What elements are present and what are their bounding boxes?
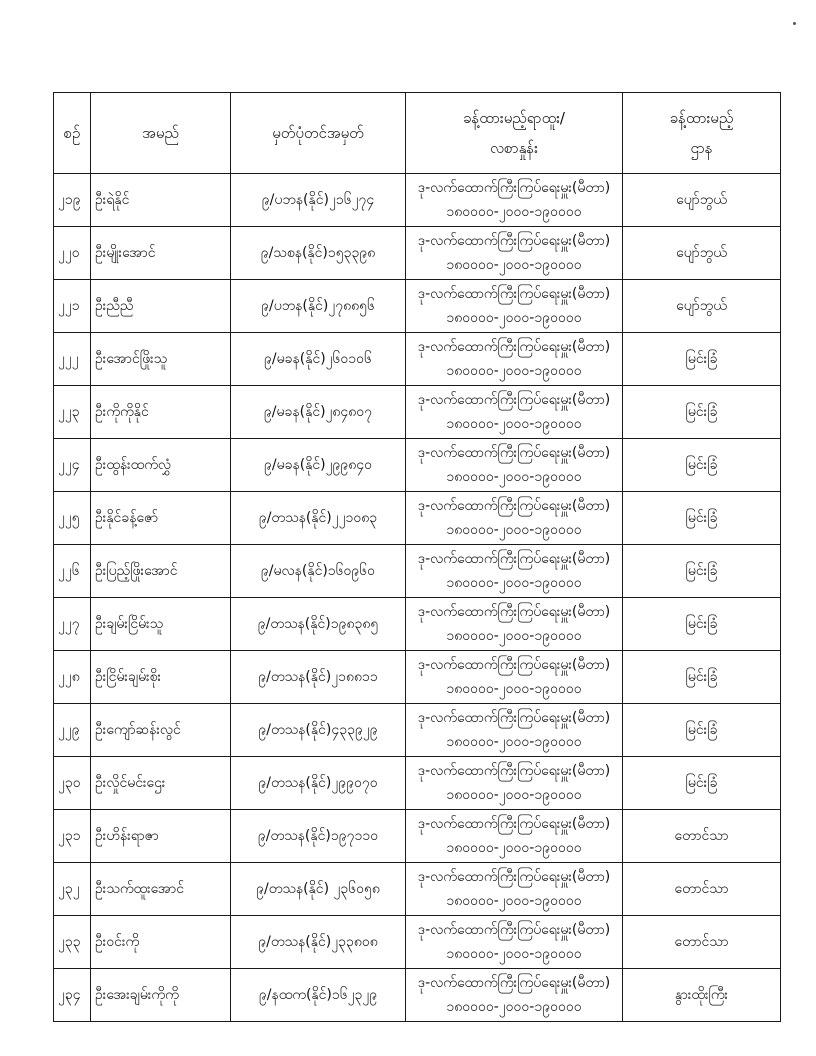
salary-scale: ၁၈၀၀၀၀-၂၀၀၀-၁၉၀၀၀၀ [446, 363, 582, 379]
department-place: နွားထိုးကြီး [623, 969, 781, 1022]
position-title: ဒု-လက်ထောက်ကြီးကြပ်ရေးမှူး(မီတာ) [417, 233, 611, 249]
row-number: ၂၂၀ [54, 227, 91, 280]
row-number: ၂၂၁ [54, 280, 91, 333]
person-name: ဦးမျိုးအောင် [91, 227, 231, 280]
department-place: မြင်းခြံ [623, 704, 781, 757]
table-row [54, 439, 781, 492]
row-number: ၂၂၃ [54, 386, 91, 439]
row-number: ၂၃၃ [54, 916, 91, 969]
department-place: တောင်သာ [623, 916, 781, 969]
nrc-number: ၉/မခန(နိုင်)၂၆၀၁၀၆ [231, 333, 406, 386]
department-place: မြင်းခြံ [623, 333, 781, 386]
person-name: ဦးအေးချမ်းကိုကို [91, 969, 231, 1022]
position-title: ဒု-လက်ထောက်ကြီးကြပ်ရေးမှူး(မီတာ) [417, 339, 611, 355]
position-cell [406, 704, 623, 757]
position-cell [406, 810, 623, 863]
header-row [54, 93, 781, 174]
person-name: ဦးထွန်းထက်လွှံ [91, 439, 231, 492]
nrc-number: ၉/တသန(နိုင်)၄၃၃၉၂၉ [231, 704, 406, 757]
table-row [54, 492, 781, 545]
appointment-table [53, 92, 781, 1022]
row-number: ၂၁၉ [54, 174, 91, 227]
header-position-line1: ခန့်ထားမည့်ရာထူး/ [463, 109, 565, 127]
salary-scale: ၁၈၀၀၀၀-၂၀၀၀-၁၉၀၀၀၀ [446, 469, 582, 485]
position-cell [406, 651, 623, 704]
position-cell [406, 598, 623, 651]
table-row [54, 545, 781, 598]
nrc-number: ၉/မခန(နိုင်)၂၉၉၈၄၀ [231, 439, 406, 492]
salary-scale: ၁၈၀၀၀၀-၂၀၀၀-၁၉၀၀၀၀ [446, 257, 582, 273]
department-place: တောင်သာ [623, 863, 781, 916]
row-number: ၂၃၄ [54, 969, 91, 1022]
person-name: ဦးလှိုင်မင်းဌေး [91, 757, 231, 810]
nrc-number: ၉/နထက(နိုင်)၁၆၂၃၂၉ [231, 969, 406, 1022]
salary-scale: ၁၈၀၀၀၀-၂၀၀၀-၁၉၀၀၀၀ [446, 522, 582, 538]
position-cell [406, 174, 623, 227]
nrc-number: ၉/ပဘန(နိုင်)၂၇၈၈၅၆ [231, 280, 406, 333]
row-number: ၂၃၁ [54, 810, 91, 863]
row-number: ၂၂၈ [54, 651, 91, 704]
position-cell [406, 386, 623, 439]
person-name: ဦးအောင်ဖြိုးသူ [91, 333, 231, 386]
salary-scale: ၁၈၀၀၀၀-၂၀၀၀-၁၉၀၀၀၀ [446, 575, 582, 591]
position-cell [406, 280, 623, 333]
position-cell [406, 492, 623, 545]
person-name: ဦးဟိန်းရာဇာ [91, 810, 231, 863]
position-cell [406, 863, 623, 916]
row-number: ၂၂၆ [54, 545, 91, 598]
department-place: ပျော်ဘွယ် [623, 227, 781, 280]
position-title: ဒု-လက်ထောက်ကြီးကြပ်ရေးမှူး(မီတာ) [417, 657, 611, 673]
row-number: ၂၂၉ [54, 704, 91, 757]
nrc-number: ၉/သစန(နိုင်)၁၅၃၃၉၈ [231, 227, 406, 280]
header-no: စဉ် [54, 93, 91, 174]
table-row [54, 333, 781, 386]
row-number: ၂၂၅ [54, 492, 91, 545]
department-place: မြင်းခြံ [623, 439, 781, 492]
person-name: ဦးညီညီ [91, 280, 231, 333]
person-name: ဦးပြည့်ဖြိုးအောင် [91, 545, 231, 598]
nrc-number: ၉/မခန(နိုင်)၂၈၄၈၀၇ [231, 386, 406, 439]
person-name: ဦးကိုကိုနိုင် [91, 386, 231, 439]
person-name: ဦးနိုင်ခန့်ဇော် [91, 492, 231, 545]
person-name: ဦးချမ်းငြိမ်းသူ [91, 598, 231, 651]
department-place: တောင်သာ [623, 810, 781, 863]
person-name: ဦးရဲနိုင် [91, 174, 231, 227]
header-place [623, 93, 781, 174]
row-number: ၂၃၀ [54, 757, 91, 810]
table-row [54, 227, 781, 280]
nrc-number: ၉/ပဘန(နိုင်)၂၁၆၂၇၄ [231, 174, 406, 227]
position-title: ဒု-လက်ထောက်ကြီးကြပ်ရေးမှူး(မီတာ) [417, 869, 611, 885]
salary-scale: ၁၈၀၀၀၀-၂၀၀၀-၁၉၀၀၀၀ [446, 946, 582, 962]
table-row [54, 651, 781, 704]
position-title: ဒု-လက်ထောက်ကြီးကြပ်ရေးမှူး(မီတာ) [417, 498, 611, 514]
position-cell [406, 333, 623, 386]
table-row [54, 598, 781, 651]
position-title: ဒု-လက်ထောက်ကြီးကြပ်ရေးမှူး(မီတာ) [417, 710, 611, 726]
table-row [54, 863, 781, 916]
position-title: ဒု-လက်ထောက်ကြီးကြပ်ရေးမှူး(မီတာ) [417, 816, 611, 832]
nrc-number: ၉/တသန(နိုင်)၂၂၁၀၈၃ [231, 492, 406, 545]
department-place: မြင်းခြံ [623, 492, 781, 545]
table-row [54, 916, 781, 969]
position-title: ဒု-လက်ထောက်ကြီးကြပ်ရေးမှူး(မီတာ) [417, 286, 611, 302]
department-place: မြင်းခြံ [623, 598, 781, 651]
position-cell [406, 757, 623, 810]
position-title: ဒု-လက်ထောက်ကြီးကြပ်ရေးမှူး(မီတာ) [417, 763, 611, 779]
header-position [406, 93, 623, 174]
position-title: ဒု-လက်ထောက်ကြီးကြပ်ရေးမှူး(မီတာ) [417, 551, 611, 567]
salary-scale: ၁၈၀၀၀၀-၂၀၀၀-၁၉၀၀၀၀ [446, 893, 582, 909]
table-row [54, 704, 781, 757]
position-cell [406, 439, 623, 492]
table-row [54, 969, 781, 1022]
position-title: ဒု-လက်ထောက်ကြီးကြပ်ရေးမှူး(မီတာ) [417, 180, 611, 196]
person-name: ဦးဝင်းကို [91, 916, 231, 969]
position-title: ဒု-လက်ထောက်ကြီးကြပ်ရေးမှူး(မီတာ) [417, 922, 611, 938]
row-number: ၂၂၄ [54, 439, 91, 492]
row-number: ၂၃၂ [54, 863, 91, 916]
header-place-line2: ဌာန [690, 139, 713, 157]
department-place: ပျော်ဘွယ် [623, 174, 781, 227]
person-name: ဦးကျော်ဆန်းလွင် [91, 704, 231, 757]
header-position-line2: လစာနှုန်း [490, 139, 538, 157]
nrc-number: ၉/တသန(နိုင်)၂၁၈၈၁၁ [231, 651, 406, 704]
table-row [54, 174, 781, 227]
salary-scale: ၁၈၀၀၀၀-၂၀၀၀-၁၉၀၀၀၀ [446, 681, 582, 697]
nrc-number: ၉/တသန(နိုင်)၁၉၇၁၁၀ [231, 810, 406, 863]
nrc-number: ၉/တသန(နိုင်)၂၉၉၀၇၀ [231, 757, 406, 810]
position-cell [406, 969, 623, 1022]
department-place: ပျော်ဘွယ် [623, 280, 781, 333]
table-row [54, 810, 781, 863]
salary-scale: ၁၈၀၀၀၀-၂၀၀၀-၁၉၀၀၀၀ [446, 734, 582, 750]
nrc-number: ၉/တသန(နိုင်)၂၃၃၈၀၈ [231, 916, 406, 969]
person-name: ဦးသက်ထူးအောင် [91, 863, 231, 916]
header-nrc: မှတ်ပုံတင်အမှတ် [231, 93, 406, 174]
department-place: မြင်းခြံ [623, 757, 781, 810]
position-title: ဒု-လက်ထောက်ကြီးကြပ်ရေးမှူး(မီတာ) [417, 392, 611, 408]
table-row [54, 757, 781, 810]
salary-scale: ၁၈၀၀၀၀-၂၀၀၀-၁၉၀၀၀၀ [446, 628, 582, 644]
department-place: မြင်းခြံ [623, 386, 781, 439]
salary-scale: ၁၈၀၀၀၀-၂၀၀၀-၁၉၀၀၀၀ [446, 787, 582, 803]
salary-scale: ၁၈၀၀၀၀-၂၀၀၀-၁၉၀၀၀၀ [446, 840, 582, 856]
nrc-number: ၉/တသန(နိုင်)၁၉၈၃၈၅ [231, 598, 406, 651]
scan-speck [793, 22, 796, 25]
position-title: ဒု-လက်ထောက်ကြီးကြပ်ရေးမှူး(မီတာ) [417, 975, 611, 991]
table-row [54, 386, 781, 439]
position-cell [406, 227, 623, 280]
salary-scale: ၁၈၀၀၀၀-၂၀၀၀-၁၉၀၀၀၀ [446, 416, 582, 432]
nrc-number: ၉/မလန(နိုင်)၁၆၀၉၆၀ [231, 545, 406, 598]
table-row [54, 280, 781, 333]
position-title: ဒု-လက်ထောက်ကြီးကြပ်ရေးမှူး(မီတာ) [417, 604, 611, 620]
row-number: ၂၂၇ [54, 598, 91, 651]
person-name: ဦးငြိမ်းချမ်းစိုး [91, 651, 231, 704]
salary-scale: ၁၈၀၀၀၀-၂၀၀၀-၁၉၀၀၀၀ [446, 999, 582, 1015]
department-place: မြင်းခြံ [623, 545, 781, 598]
salary-scale: ၁၈၀၀၀၀-၂၀၀၀-၁၉၀၀၀၀ [446, 204, 582, 220]
salary-scale: ၁၈၀၀၀၀-၂၀၀၀-၁၉၀၀၀၀ [446, 310, 582, 326]
department-place: မြင်းခြံ [623, 651, 781, 704]
nrc-number: ၉/တသန(နိုင်) ၂၃၆၀၅၈ [231, 863, 406, 916]
header-place-line1: ခန့်ထားမည့် [669, 109, 734, 127]
header-name: အမည် [91, 93, 231, 174]
row-number: ၂၂၂ [54, 333, 91, 386]
position-cell [406, 545, 623, 598]
position-cell [406, 916, 623, 969]
position-title: ဒု-လက်ထောက်ကြီးကြပ်ရေးမှူး(မီတာ) [417, 445, 611, 461]
